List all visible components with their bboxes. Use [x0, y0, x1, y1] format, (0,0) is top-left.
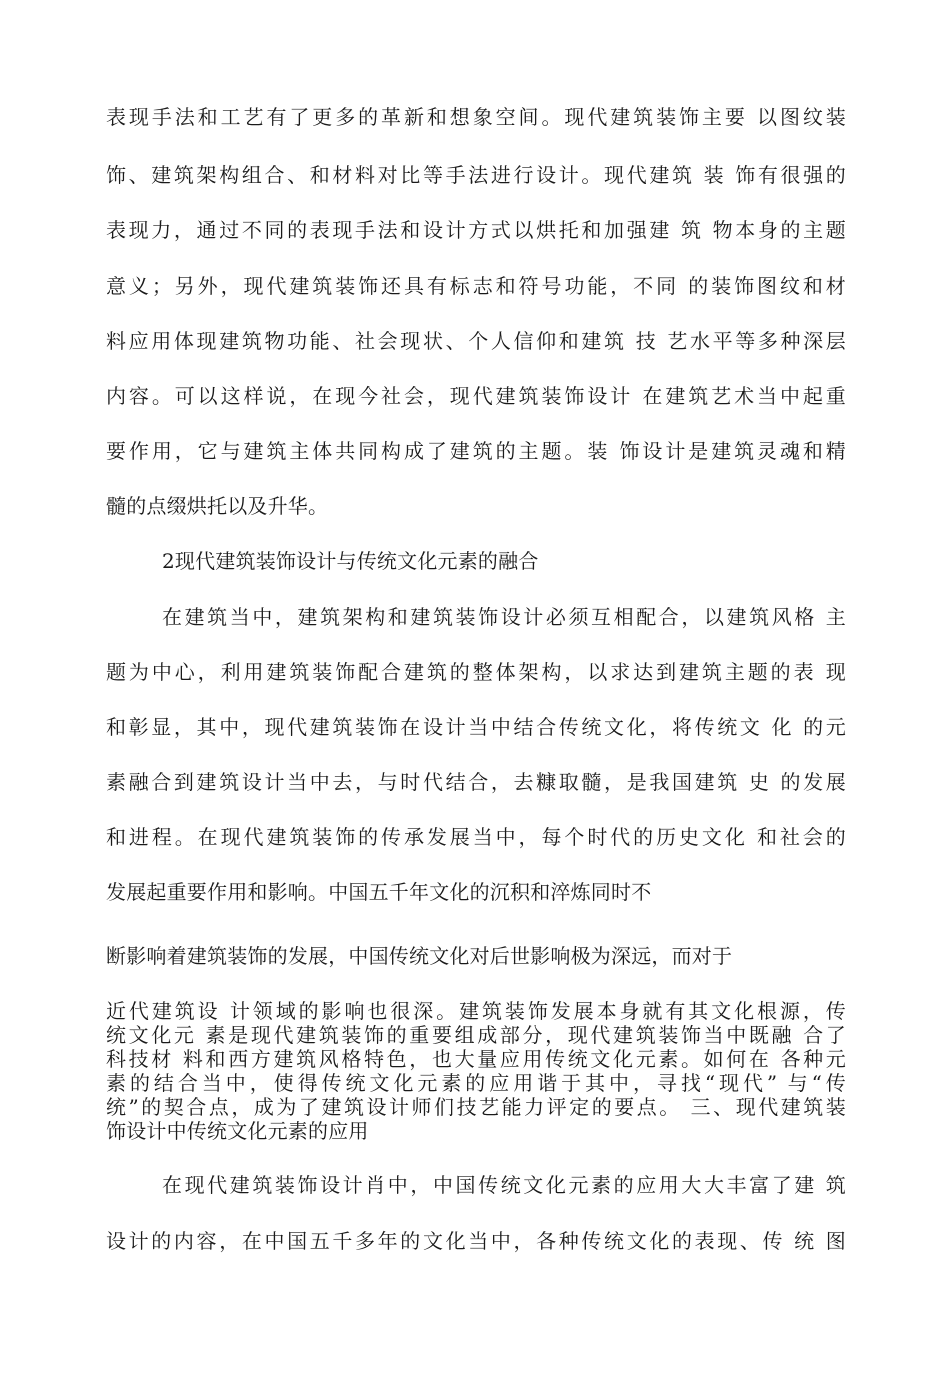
body-text-line: 近代建筑设 计领域的影响也很深。建筑装饰发展本身就有其文化根源，传 — [106, 999, 846, 1023]
body-text-line: 表现力，通过不同的表现手法和设计方式以烘托和加强建 筑 物本身的主题 — [106, 218, 846, 242]
body-text-line: 髓的点缀烘托以及升华。 — [106, 494, 329, 518]
section-heading: 2现代建筑装饰设计与传统文化元素的融合 — [162, 549, 539, 573]
body-text-line: 饰、建筑架构组合、和材料对比等手法进行设计。现代建筑 装 饰有很强的 — [106, 163, 846, 187]
body-text-line: 统文化元 素是现代建筑装饰的重要组成部分，现代建筑装饰当中既融 合了 — [106, 1023, 846, 1047]
body-text-line: 断影响着建筑装饰的发展，中国传统文化对后世影响极为深远，而对于 — [106, 944, 733, 968]
body-text-line: 在现代建筑装饰设计肖中，中国传统文化元素的应用大大丰富了建 筑 — [162, 1173, 846, 1197]
body-text-line: 设计的内容，在中国五千多年的文化当中，各种传统文化的表现、传 统 图 — [106, 1229, 846, 1253]
body-text-line: 和彰显，其中，现代建筑装饰在设计当中结合传统文化，将传统文 化 的元 — [106, 715, 846, 739]
body-text-line: 统”的契合点，成为了建筑设计师们技艺能力评定的要点。 三、现代建筑装 — [106, 1095, 846, 1119]
body-text-line: 科技材 料和西方建筑风格特色，也大量应用传统文化元素。如何在 各种元 — [106, 1047, 846, 1071]
body-text-line: 素的结合当中，使得传统文化元素的应用谐于其中，寻找“现代” 与“传 — [106, 1071, 846, 1095]
body-text-line: 要作用，它与建筑主体共同构成了建筑的主题。装 饰设计是建筑灵魂和精 — [106, 439, 846, 463]
body-text-line: 在建筑当中，建筑架构和建筑装饰设计必须互相配合，以建筑风格 主 — [162, 605, 846, 629]
body-text-line: 素融合到建筑设计当中去，与时代结合，去糠取髓，是我国建筑 史 的发展 — [106, 770, 846, 794]
body-text-line: 题为中心，利用建筑装饰配合建筑的整体架构，以求达到建筑主题的表 现 — [106, 660, 846, 684]
body-text-line: 料应用体现建筑物功能、社会现状、个人信仰和建筑 技 艺水平等多种深层 — [106, 329, 846, 353]
body-text-line: 发展起重要作用和影响。中国五千年文化的沉积和淬炼同时不 — [106, 880, 652, 904]
body-text-line: 饰设计中传统文化元素的应用 — [106, 1119, 369, 1143]
body-text-line: 内容。可以这样说，在现今社会，现代建筑装饰设计 在建筑艺术当中起重 — [106, 384, 846, 408]
body-text-line: 和进程。在现代建筑装饰的传承发展当中，每个时代的历史文化 和社会的 — [106, 825, 846, 849]
body-text-line: 意义；另外，现代建筑装饰还具有标志和符号功能，不同 的装饰图纹和材 — [106, 274, 846, 298]
body-text-line: 表现手法和工艺有了更多的革新和想象空间。现代建筑装饰主要 以图纹装 — [106, 105, 846, 129]
